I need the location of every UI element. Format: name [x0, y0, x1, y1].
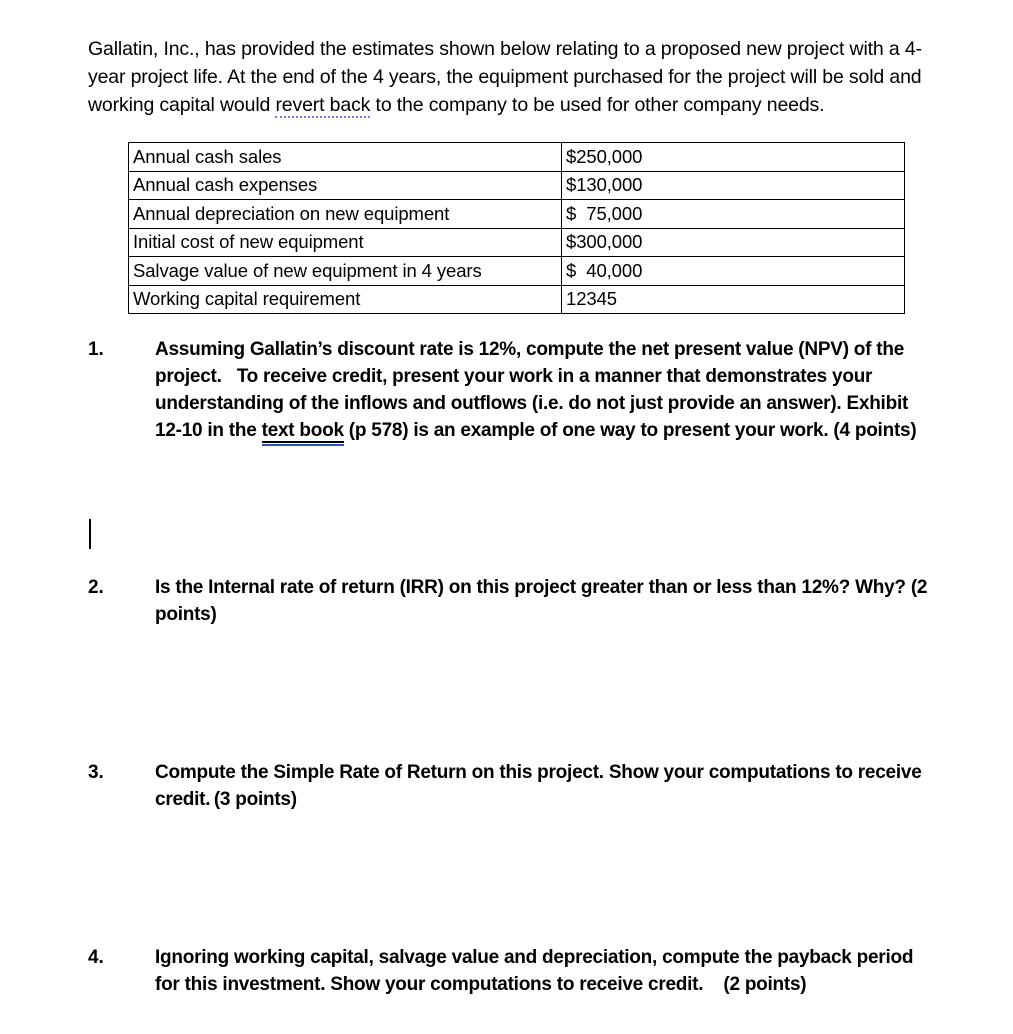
table-cell-value: $ 40,000 — [562, 257, 905, 286]
question-2-number: 2. — [88, 577, 104, 598]
table-cell-value: $ 75,000 — [562, 200, 905, 229]
table-cell-label: Salvage value of new equipment in 4 years — [129, 257, 562, 286]
question-2 — [88, 574, 936, 628]
table-row — [129, 143, 905, 172]
table-cell-label: Annual depreciation on new equipment — [129, 200, 562, 229]
question-3-number: 3. — [88, 762, 104, 783]
question-3 — [88, 759, 936, 813]
intro-text-part-1: Gallatin, Inc., has provided the estimates shown below relating to a proposed new project with a 4-year project life. At the end of the 4 years, the equipment purchased for the project will be sold and working capital would — [88, 37, 927, 116]
question-1-number: 1. — [88, 339, 104, 360]
question-1 — [88, 336, 936, 444]
table-row — [129, 257, 905, 286]
table-cell-label: Annual cash sales — [129, 143, 562, 172]
table-row — [129, 228, 905, 257]
question-1-text-before-link: Assuming Gallatin’s discount rate is 12%, compute the net present value (NPV) of the project. To receive credit, present your work in a manner that demonstrates your understanding of the inflows and outflows (i.e. do not just provide an answer). Exhibit 12-10 in the — [155, 339, 914, 441]
estimates-table — [128, 142, 905, 314]
intro-paragraph — [88, 35, 930, 119]
question-3-text: Compute the Simple Rate of Return on this project. Show your computations to receive credit. (3 points) — [155, 762, 927, 810]
table-cell-value: $130,000 — [562, 171, 905, 200]
estimates-table-body — [129, 143, 905, 314]
table-cell-label: Annual cash expenses — [129, 171, 562, 200]
question-1-text-after-link: (p 578) is an example of one way to present your work. (4 points) — [343, 420, 917, 441]
text-cursor-caret — [89, 519, 91, 549]
table-row — [129, 285, 905, 314]
table-cell-label: Initial cost of new equipment — [129, 228, 562, 257]
question-4 — [88, 944, 936, 998]
question-4-number: 4. — [88, 947, 104, 968]
question-2-text: Is the Internal rate of return (IRR) on this project greater than or less than 12%? Why? (2 points) — [155, 577, 933, 625]
table-row — [129, 171, 905, 200]
table-row — [129, 200, 905, 229]
grammar-flagged-phrase[interactable]: revert back — [275, 93, 371, 116]
table-cell-label: Working capital requirement — [129, 285, 562, 314]
table-cell-value: $250,000 — [562, 143, 905, 172]
table-cell-value: 12345 — [562, 285, 905, 314]
table-cell-value: $300,000 — [562, 228, 905, 257]
text-book-link[interactable]: text book — [261, 420, 344, 441]
question-4-text: Ignoring working capital, salvage value and depreciation, compute the payback period for this investment. Show your computations to receive credit. (2 points) — [155, 947, 919, 995]
intro-text-part-2: to the company to be used for other company needs. — [370, 93, 825, 116]
question-1-text — [155, 336, 936, 444]
